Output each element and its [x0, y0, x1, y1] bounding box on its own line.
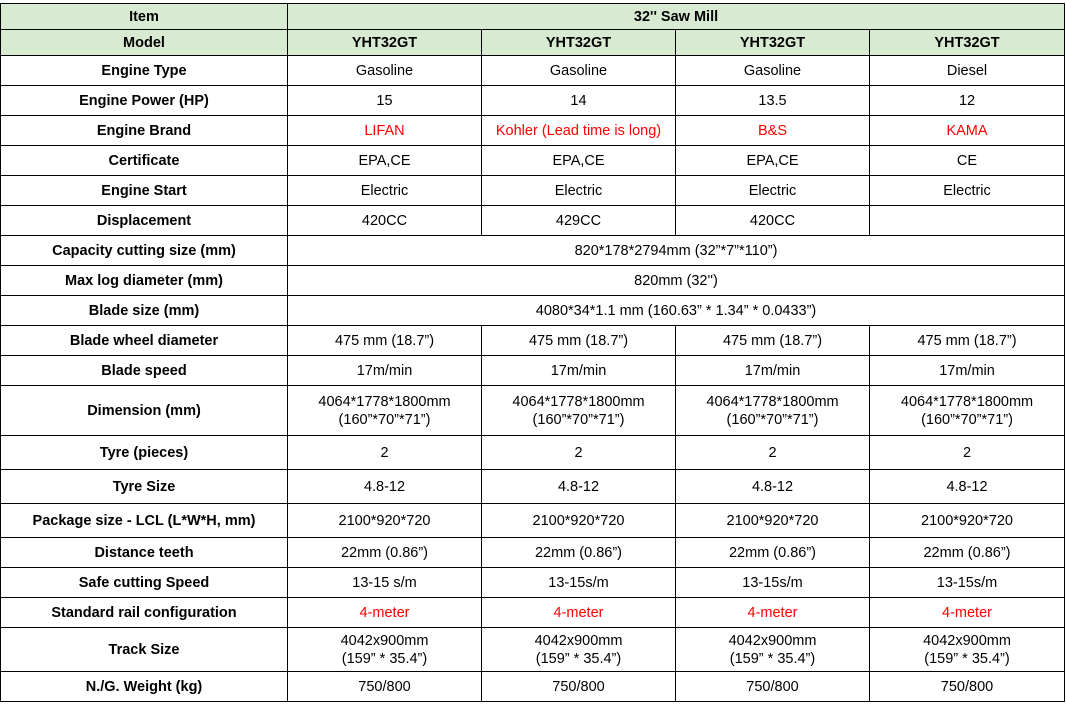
row-label: Standard rail configuration [1, 598, 288, 628]
value-cell: EPA,CE [482, 146, 676, 176]
value-cell: 2 [676, 436, 870, 470]
value-line: (159” * 35.4”) [535, 650, 622, 667]
value-line: (159” * 35.4”) [729, 650, 816, 667]
spec-table [0, 3, 1065, 702]
value-cell: 4.8-12 [482, 470, 676, 504]
value-cell: 750/800 [288, 672, 482, 702]
value-cell: Gasoline [288, 56, 482, 86]
row-blade-speed [1, 356, 1065, 386]
value-cell: 750/800 [870, 672, 1065, 702]
value-cell [870, 386, 1065, 436]
row-weight [1, 672, 1065, 702]
value-cell: 12 [870, 86, 1065, 116]
value-cell: 475 mm (18.7”) [870, 326, 1065, 356]
merged-value-cell: 820mm (32'') [288, 266, 1065, 296]
value-cell: 2100*920*720 [288, 504, 482, 538]
value-cell: Diesel [870, 56, 1065, 86]
value-cell: Electric [288, 176, 482, 206]
value-cell: 22mm (0.86”) [676, 538, 870, 568]
value-line: (160”*70”*71”) [532, 411, 625, 428]
row-label: Package size - LCL (L*W*H, mm) [1, 504, 288, 538]
value-cell: 13-15 s/m [288, 568, 482, 598]
value-line: (160”*70”*71”) [726, 411, 819, 428]
row-engine-start [1, 176, 1065, 206]
row-tyre-pieces [1, 436, 1065, 470]
value-line: 4042x900mm [923, 632, 1011, 649]
value-cell: 2 [288, 436, 482, 470]
value-cell: 22mm (0.86”) [870, 538, 1065, 568]
merged-value-cell: 820*178*2794mm (32”*7”*110”) [288, 236, 1065, 266]
row-label: Engine Start [1, 176, 288, 206]
value-cell: 475 mm (18.7”) [288, 326, 482, 356]
model-header: Model [1, 30, 288, 56]
value-cell: 13-15s/m [482, 568, 676, 598]
header-row-item [1, 4, 1065, 30]
row-package-size [1, 504, 1065, 538]
value-cell: 22mm (0.86”) [288, 538, 482, 568]
value-cell [482, 386, 676, 436]
value-line: 4042x900mm [534, 632, 623, 649]
value-cell: 2100*920*720 [482, 504, 676, 538]
value-cell: 750/800 [676, 672, 870, 702]
value-cell: EPA,CE [288, 146, 482, 176]
row-label: Certificate [1, 146, 288, 176]
row-track-size [1, 628, 1065, 672]
row-label: Blade speed [1, 356, 288, 386]
value-cell: 2100*920*720 [870, 504, 1065, 538]
value-cell [870, 206, 1065, 236]
row-blade-size [1, 296, 1065, 326]
model-cell: YHT32GT [870, 30, 1065, 56]
row-label: Max log diameter (mm) [1, 266, 288, 296]
value-cell: 15 [288, 86, 482, 116]
value-cell: Gasoline [676, 56, 870, 86]
value-line: (159” * 35.4”) [341, 650, 428, 667]
value-cell: 4-meter [288, 598, 482, 628]
row-standard-rail [1, 598, 1065, 628]
value-cell [288, 386, 482, 436]
value-line: 4042x900mm [340, 632, 429, 649]
value-cell: 13.5 [676, 86, 870, 116]
row-label: Blade size (mm) [1, 296, 288, 326]
row-blade-wheel-diameter [1, 326, 1065, 356]
value-cell: CE [870, 146, 1065, 176]
row-label: Engine Brand [1, 116, 288, 146]
value-cell [676, 628, 870, 672]
value-cell: B&S [676, 116, 870, 146]
value-cell: 750/800 [482, 672, 676, 702]
row-engine-power [1, 86, 1065, 116]
value-cell: 13-15s/m [870, 568, 1065, 598]
value-cell: 4-meter [482, 598, 676, 628]
value-cell: 4-meter [870, 598, 1065, 628]
value-line: (160”*70”*71”) [338, 411, 431, 428]
value-cell: 17m/min [482, 356, 676, 386]
value-cell: Gasoline [482, 56, 676, 86]
row-label: N./G. Weight (kg) [1, 672, 288, 702]
value-cell: Electric [676, 176, 870, 206]
value-cell: 4.8-12 [288, 470, 482, 504]
row-capacity-cutting-size [1, 236, 1065, 266]
value-cell: 420CC [676, 206, 870, 236]
value-cell [288, 628, 482, 672]
row-label: Safe cutting Speed [1, 568, 288, 598]
row-tyre-size [1, 470, 1065, 504]
value-cell: 22mm (0.86”) [482, 538, 676, 568]
value-line: 4064*1778*1800mm [706, 393, 839, 410]
value-cell: 4.8-12 [870, 470, 1065, 504]
value-cell: 2 [870, 436, 1065, 470]
value-line: 4064*1778*1800mm [900, 393, 1034, 410]
value-cell [482, 628, 676, 672]
item-header: Item [1, 4, 288, 30]
row-label: Engine Power (HP) [1, 86, 288, 116]
value-cell: 13-15s/m [676, 568, 870, 598]
value-line: 4042x900mm [728, 632, 817, 649]
row-label: Displacement [1, 206, 288, 236]
value-line: 4064*1778*1800mm [512, 393, 645, 410]
value-cell: 2100*920*720 [676, 504, 870, 538]
value-line: (160”*70”*71”) [921, 411, 1013, 428]
value-cell: 17m/min [870, 356, 1065, 386]
value-cell: 17m/min [288, 356, 482, 386]
value-cell: 4-meter [676, 598, 870, 628]
row-label: Capacity cutting size (mm) [1, 236, 288, 266]
value-cell: KAMA [870, 116, 1065, 146]
value-cell [676, 386, 870, 436]
header-row-model [1, 30, 1065, 56]
row-safe-cutting-speed [1, 568, 1065, 598]
row-distance-teeth [1, 538, 1065, 568]
model-cell: YHT32GT [676, 30, 870, 56]
row-label: Engine Type [1, 56, 288, 86]
value-cell: 475 mm (18.7”) [676, 326, 870, 356]
row-label: Tyre (pieces) [1, 436, 288, 470]
value-cell: 14 [482, 86, 676, 116]
value-cell: EPA,CE [676, 146, 870, 176]
value-cell: 475 mm (18.7”) [482, 326, 676, 356]
row-max-log-diameter [1, 266, 1065, 296]
row-displacement [1, 206, 1065, 236]
row-label: Tyre Size [1, 470, 288, 504]
value-line: 4064*1778*1800mm [318, 393, 451, 410]
value-cell [870, 628, 1065, 672]
row-engine-type [1, 56, 1065, 86]
value-cell: 420CC [288, 206, 482, 236]
merged-value-cell: 4080*34*1.1 mm (160.63” * 1.34” * 0.0433”) [288, 296, 1065, 326]
row-label: Track Size [1, 628, 288, 672]
row-certificate [1, 146, 1065, 176]
value-cell: 17m/min [676, 356, 870, 386]
value-cell: 2 [482, 436, 676, 470]
row-label: Dimension (mm) [1, 386, 288, 436]
value-cell: LIFAN [288, 116, 482, 146]
value-cell: Kohler (Lead time is long) [482, 116, 676, 146]
model-cell: YHT32GT [288, 30, 482, 56]
value-cell: 429CC [482, 206, 676, 236]
row-dimension [1, 386, 1065, 436]
value-cell: 4.8-12 [676, 470, 870, 504]
row-engine-brand [1, 116, 1065, 146]
row-label: Distance teeth [1, 538, 288, 568]
product-title: 32'' Saw Mill [288, 4, 1065, 30]
model-cell: YHT32GT [482, 30, 676, 56]
value-line: (159” * 35.4”) [924, 650, 1010, 667]
row-label: Blade wheel diameter [1, 326, 288, 356]
value-cell: Electric [482, 176, 676, 206]
value-cell: Electric [870, 176, 1065, 206]
